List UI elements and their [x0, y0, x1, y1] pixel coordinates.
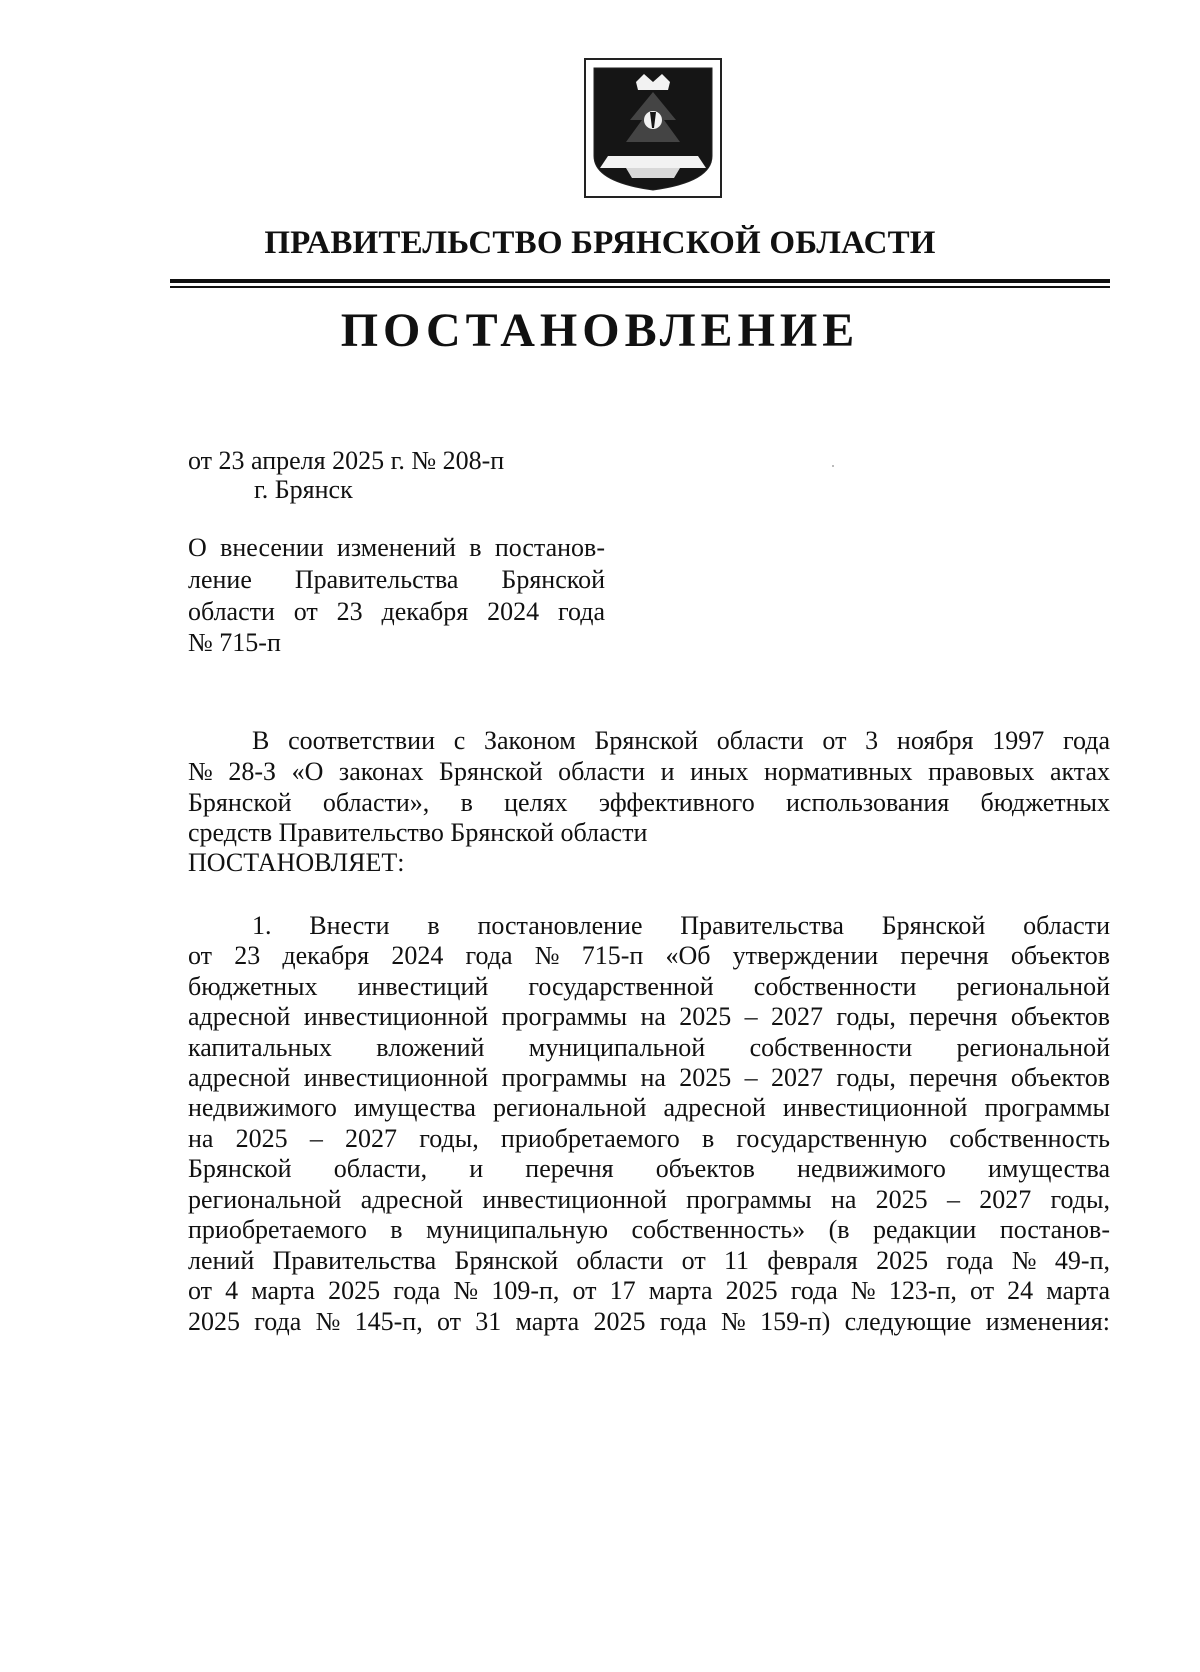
preamble-line: № 28-З «О законах Брянской области и иных нормативных правовых актах: [188, 757, 1110, 786]
subject-line: ление Правительства Брянской: [188, 565, 605, 594]
document-type-title: ПОСТАНОВЛЕНИЕ: [340, 304, 860, 357]
emblem-icon: [586, 60, 720, 196]
preamble-line: Брянской области», в целях эффективного использования бюджетных: [188, 788, 1110, 817]
item1-line: бюджетных инвестиций государственной собственности региональной: [188, 972, 1110, 1001]
item1-line: Брянской области, и перечня объектов недвижимого имущества: [188, 1154, 1110, 1183]
date-number-line: от 23 апреля 2025 г. № 208-п: [188, 446, 505, 475]
decree-word: ПОСТАНОВЛЯЕТ:: [188, 848, 405, 877]
item1-line: от 4 марта 2025 года № 109-п, от 17 марта 2025 года № 123-п, от 24 марта: [188, 1276, 1110, 1305]
item1-line: приобретаемого в муниципальную собственность» (в редакции постанов-: [188, 1215, 1110, 1244]
item1-line: капитальных вложений муниципальной собственности региональной: [188, 1033, 1110, 1062]
item1-line: лений Правительства Брянской области от 11 февраля 2025 года № 49-п,: [188, 1246, 1110, 1275]
header-rule-thick: [170, 279, 1110, 283]
item1-line: адресной инвестиционной программы на 2025 – 2027 годы, перечня объектов: [188, 1002, 1110, 1031]
item1-line: 2025 года № 145-п, от 31 марта 2025 года № 159-п) следующие изменения:: [188, 1307, 1110, 1336]
item1-line: недвижимого имущества региональной адресной инвестиционной программы: [188, 1093, 1110, 1122]
subject-line: области от 23 декабря 2024 года: [188, 597, 605, 626]
coat-of-arms-emblem: [584, 58, 722, 198]
item1-line: адресной инвестиционной программы на 2025 – 2027 годы, перечня объектов: [188, 1063, 1110, 1092]
subject-line: О внесении изменений в постанов-: [188, 533, 605, 562]
preamble-line: В соответствии с Законом Брянской области от 3 ноября 1997 года: [252, 726, 1110, 755]
scan-artifact: [832, 465, 834, 467]
item1-line: региональной адресной инвестиционной программы на 2025 – 2027 годы,: [188, 1185, 1110, 1214]
subject-line: № 715-п: [188, 628, 281, 657]
item1-line: от 23 декабря 2024 года № 715-п «Об утверждении перечня объектов: [188, 941, 1110, 970]
item1-line: на 2025 – 2027 годы, приобретаемого в государственную собственность: [188, 1124, 1110, 1153]
city-line: г. Брянск: [254, 475, 353, 504]
header-rule-thin: [170, 286, 1110, 288]
organization-name: ПРАВИТЕЛЬСТВО БРЯНСКОЙ ОБЛАСТИ: [264, 225, 936, 261]
item1-line: 1. Внести в постановление Правительства Брянской области: [252, 911, 1110, 940]
preamble-line: средств Правительство Брянской области: [188, 818, 648, 847]
